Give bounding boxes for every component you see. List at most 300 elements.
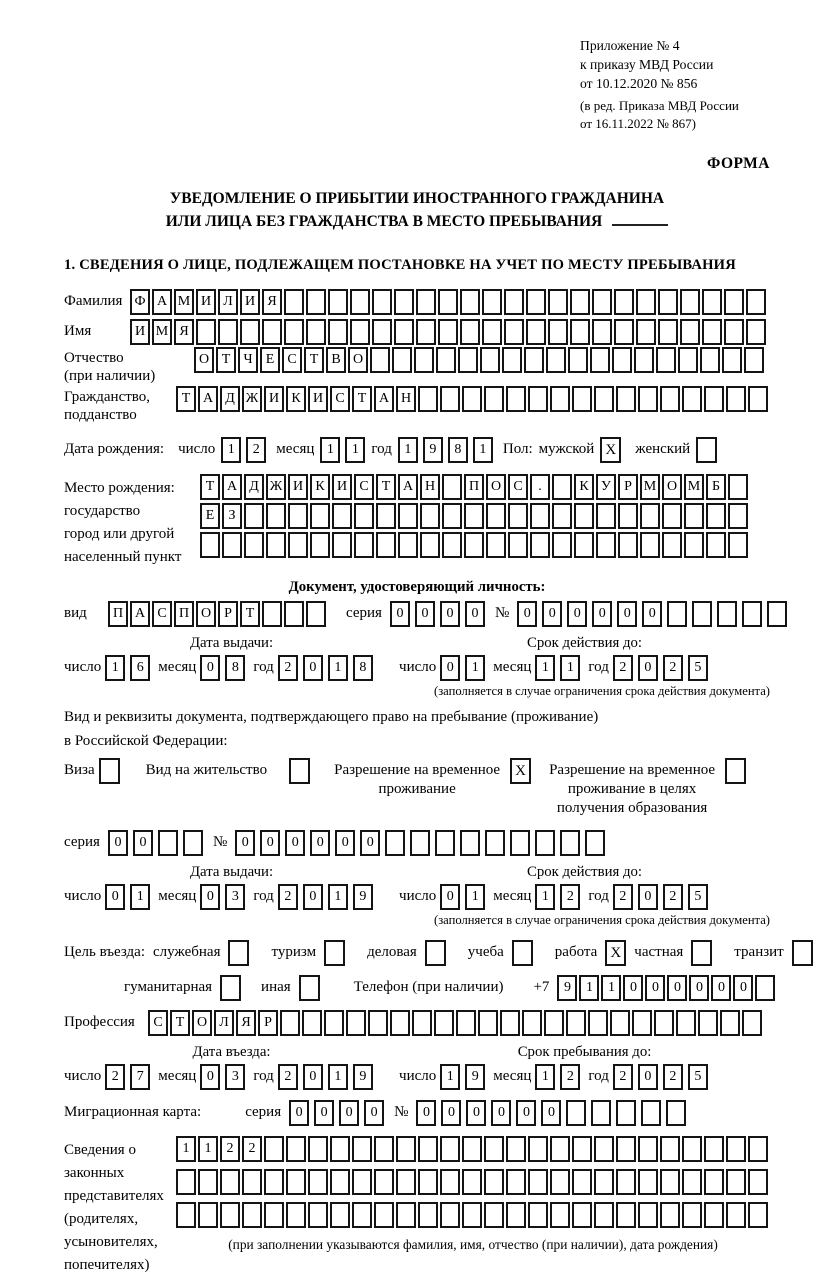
char-box: Н — [396, 386, 416, 412]
char-box: 9 — [423, 437, 443, 463]
char-box — [352, 1202, 372, 1228]
char-box — [616, 1100, 636, 1126]
name-row — [64, 319, 770, 345]
char-box — [306, 601, 326, 627]
sex-label: Пол: — [502, 441, 533, 457]
entry-year-boxes — [278, 1064, 373, 1090]
char-box — [458, 347, 478, 373]
char-box — [370, 347, 390, 373]
char-box: 0 — [733, 975, 753, 1001]
char-box: 1 — [440, 1064, 460, 1090]
char-box — [284, 289, 304, 315]
char-box — [724, 289, 744, 315]
char-box — [196, 319, 216, 345]
char-box — [702, 289, 722, 315]
char-box — [544, 1010, 564, 1036]
char-box — [242, 1169, 262, 1195]
char-box: К — [286, 386, 306, 412]
purpose-label: Цель въезда: — [64, 944, 145, 960]
year-label: год — [253, 659, 274, 675]
char-box — [310, 503, 330, 529]
char-box — [398, 503, 418, 529]
char-box: Д — [220, 386, 240, 412]
char-box — [504, 319, 524, 345]
name-label: Имя — [64, 323, 92, 339]
char-box — [698, 1010, 718, 1036]
residence-doc-intro-2: в Российской Федерации: — [64, 733, 228, 749]
char-box: А — [222, 474, 242, 500]
valid-day-boxes — [440, 655, 485, 681]
entry-day-boxes — [105, 1064, 150, 1090]
char-box — [755, 975, 775, 1001]
identity-doc-dates — [64, 635, 770, 681]
char-box — [724, 319, 744, 345]
char-box — [414, 347, 434, 373]
series-label: серия — [346, 605, 382, 621]
page-title — [64, 187, 770, 233]
char-box — [566, 1100, 586, 1126]
char-box — [592, 319, 612, 345]
residence-doc-dates — [64, 864, 770, 910]
char-box: Т — [200, 474, 220, 500]
char-box — [418, 1202, 438, 1228]
month-label: месяц — [158, 888, 197, 904]
char-box — [660, 1202, 680, 1228]
char-box — [702, 319, 722, 345]
valid-date-col — [399, 864, 770, 910]
char-box: Ж — [242, 386, 262, 412]
char-box — [548, 289, 568, 315]
doc-series-boxes — [390, 601, 485, 627]
issue-date-fields — [64, 884, 399, 910]
char-box — [264, 1169, 284, 1195]
char-box — [726, 1169, 746, 1195]
representatives-row — [64, 1136, 770, 1277]
char-box — [610, 1010, 630, 1036]
char-box: И — [130, 319, 150, 345]
citizenship-label: Гражданство, подданство — [64, 389, 151, 423]
number-label: № — [212, 834, 228, 850]
year-label: год — [371, 441, 392, 457]
char-box: 2 — [613, 884, 633, 910]
char-box — [528, 1136, 548, 1162]
char-box — [508, 503, 528, 529]
char-box: П — [174, 601, 194, 627]
char-box — [660, 386, 680, 412]
char-box: 2 — [560, 1064, 580, 1090]
char-box — [717, 601, 737, 627]
issue-day-boxes — [105, 884, 150, 910]
section1-heading: 1. СВЕДЕНИЯ О ЛИЦЕ, ПОДЛЕЖАЩЕМ ПОСТАНОВКЕ НА УЧЕТ ПО МЕСТУ ПРЕБЫВАНИЯ — [64, 257, 736, 273]
char-box — [440, 1169, 460, 1195]
char-box — [568, 347, 588, 373]
char-box — [240, 319, 260, 345]
char-box: Л — [218, 289, 238, 315]
char-box: 1 — [601, 975, 621, 1001]
visit-purpose-row — [64, 940, 784, 966]
issue-date-col — [64, 635, 399, 681]
char-box: 2 — [220, 1136, 240, 1162]
char-box — [332, 532, 352, 558]
sex-female-label: женский — [635, 441, 691, 457]
char-box — [662, 503, 682, 529]
surname-row — [64, 289, 770, 315]
char-box — [286, 1202, 306, 1228]
char-box: 0 — [390, 601, 410, 627]
char-box — [482, 289, 502, 315]
char-box: 0 — [645, 975, 665, 1001]
char-box — [746, 319, 766, 345]
char-box: И — [196, 289, 216, 315]
char-box — [684, 532, 704, 558]
char-box — [748, 1136, 768, 1162]
char-box — [244, 503, 264, 529]
char-box: 1 — [221, 437, 241, 463]
char-box: Р — [618, 474, 638, 500]
day-label: число — [399, 888, 437, 904]
visa-checkbox — [99, 758, 120, 784]
representatives-row3 — [176, 1202, 770, 1228]
char-box — [460, 289, 480, 315]
char-box — [508, 532, 528, 558]
char-box — [748, 1169, 768, 1195]
doc-number-boxes — [517, 601, 787, 627]
purpose-transit-label: транзит — [734, 944, 784, 960]
temp-residence-edu-checkbox — [725, 758, 746, 784]
char-box — [396, 1169, 416, 1195]
char-box: 0 — [285, 830, 305, 856]
char-box: 0 — [638, 884, 658, 910]
char-box — [592, 289, 612, 315]
char-box: С — [330, 386, 350, 412]
char-box: 0 — [592, 601, 612, 627]
char-box — [550, 1169, 570, 1195]
char-box: 2 — [613, 1064, 633, 1090]
char-box: 0 — [303, 1064, 323, 1090]
char-box — [418, 386, 438, 412]
char-box — [616, 1169, 636, 1195]
char-box — [435, 830, 455, 856]
migration-card-row — [64, 1100, 770, 1126]
char-box: Ж — [266, 474, 286, 500]
char-box: С — [152, 601, 172, 627]
char-box — [392, 347, 412, 373]
char-box — [486, 532, 506, 558]
char-box — [198, 1169, 218, 1195]
year-label: год — [588, 888, 609, 904]
residence-permit-options — [64, 758, 770, 818]
validity-note: (заполняется в случае ограничения срока действия документа) — [434, 913, 770, 927]
stay-month-boxes — [535, 1064, 580, 1090]
char-box: М — [152, 319, 172, 345]
forma-label: ФОРМА — [706, 155, 770, 172]
valid-date-heading: Срок действия до: — [526, 864, 643, 880]
char-box: О — [662, 474, 682, 500]
char-box — [462, 1202, 482, 1228]
char-box: А — [130, 601, 150, 627]
year-label: год — [253, 1068, 274, 1084]
entry-date-heading: Дата въезда: — [192, 1044, 271, 1060]
char-box — [176, 1169, 196, 1195]
char-box: 0 — [335, 830, 355, 856]
char-box: 0 — [200, 1064, 220, 1090]
char-box: 0 — [441, 1100, 461, 1126]
char-box: 0 — [516, 1100, 536, 1126]
char-box — [460, 830, 480, 856]
char-box — [585, 830, 605, 856]
char-box — [262, 601, 282, 627]
char-box — [742, 1010, 762, 1036]
annex-edit-note: от 16.11.2022 № 867) — [580, 116, 697, 131]
char-box — [436, 347, 456, 373]
title-line-1: УВЕДОМЛЕНИЕ О ПРИБЫТИИ ИНОСТРАННОГО ГРАЖДАНИНА — [169, 190, 665, 207]
char-box: 9 — [465, 1064, 485, 1090]
char-box — [530, 503, 550, 529]
char-box: Ф — [130, 289, 150, 315]
char-box — [484, 386, 504, 412]
char-box: О — [486, 474, 506, 500]
char-box — [614, 289, 634, 315]
char-box: 0 — [567, 601, 587, 627]
char-box — [591, 1100, 611, 1126]
char-box — [748, 386, 768, 412]
char-box — [418, 1169, 438, 1195]
purpose-work-checkbox: X — [605, 940, 626, 966]
number-label: № — [394, 1104, 409, 1120]
char-box — [524, 347, 544, 373]
doc-type-label: вид — [64, 605, 87, 621]
char-box — [767, 601, 787, 627]
char-box — [506, 1202, 526, 1228]
char-box: Б — [706, 474, 726, 500]
birth-date-label: Дата рождения: — [64, 441, 165, 457]
char-box — [502, 347, 522, 373]
char-box: 1 — [345, 437, 365, 463]
char-box — [416, 289, 436, 315]
char-box: 0 — [235, 830, 255, 856]
char-box — [726, 386, 746, 412]
char-box: И — [288, 474, 308, 500]
char-box: 1 — [473, 437, 493, 463]
char-box: Т — [176, 386, 196, 412]
char-box: 1 — [328, 884, 348, 910]
char-box — [288, 532, 308, 558]
char-box — [720, 1010, 740, 1036]
purpose-official-checkbox — [228, 940, 249, 966]
char-box — [350, 289, 370, 315]
visit-purpose-row-2 — [64, 975, 770, 1001]
char-box — [632, 1010, 652, 1036]
char-box — [264, 1136, 284, 1162]
char-box: О — [196, 601, 216, 627]
char-box — [552, 474, 572, 500]
char-box: 2 — [663, 1064, 683, 1090]
char-box: Р — [258, 1010, 278, 1036]
char-box — [660, 1136, 680, 1162]
char-box — [372, 319, 392, 345]
profession-label: Профессия — [64, 1014, 135, 1030]
day-label: число — [399, 1068, 437, 1084]
char-box — [158, 830, 178, 856]
char-box — [462, 386, 482, 412]
char-box — [744, 347, 764, 373]
char-box: А — [152, 289, 172, 315]
char-box: А — [374, 386, 394, 412]
char-box — [636, 289, 656, 315]
sex-female-checkbox — [696, 437, 717, 463]
char-box — [692, 601, 712, 627]
char-box — [504, 289, 524, 315]
stay-until-fields — [399, 1064, 770, 1090]
char-box — [528, 1202, 548, 1228]
char-box — [456, 1010, 476, 1036]
char-box — [638, 386, 658, 412]
char-box — [438, 319, 458, 345]
char-box — [506, 1136, 526, 1162]
char-box: И — [264, 386, 284, 412]
residence-permit-label: Вид на жительство — [145, 762, 268, 778]
issue-day-boxes — [105, 655, 150, 681]
name-boxes — [130, 319, 768, 345]
char-box — [510, 830, 530, 856]
char-box: М — [174, 289, 194, 315]
char-box: 3 — [225, 884, 245, 910]
char-box — [222, 532, 242, 558]
char-box — [412, 1010, 432, 1036]
char-box: 0 — [260, 830, 280, 856]
char-box: С — [508, 474, 528, 500]
purpose-official-label: служебная — [152, 944, 221, 960]
identity-doc-row — [64, 601, 770, 627]
char-box — [484, 1136, 504, 1162]
char-box: 1 — [130, 884, 150, 910]
birth-month-boxes — [320, 437, 365, 463]
series-label: серия — [245, 1104, 282, 1120]
char-box — [638, 1202, 658, 1228]
char-box: 0 — [542, 601, 562, 627]
representatives-row1 — [176, 1136, 770, 1162]
char-box — [676, 1010, 696, 1036]
char-box: 0 — [667, 975, 687, 1001]
valid-month-boxes — [535, 884, 580, 910]
char-box: Т — [240, 601, 260, 627]
profession-row — [64, 1010, 770, 1036]
sex-male-checkbox: X — [600, 437, 621, 463]
char-box — [726, 1136, 746, 1162]
char-box — [566, 1010, 586, 1036]
char-box: А — [198, 386, 218, 412]
char-box: 1 — [176, 1136, 196, 1162]
char-box — [680, 289, 700, 315]
issue-date-heading: Дата выдачи: — [189, 635, 274, 651]
char-box: 1 — [320, 437, 340, 463]
char-box: 0 — [415, 601, 435, 627]
purpose-other-label: иная — [261, 979, 291, 995]
char-box — [416, 319, 436, 345]
char-box — [376, 532, 396, 558]
purpose-other-checkbox — [299, 975, 320, 1001]
birth-place-row — [64, 474, 770, 569]
char-box — [328, 289, 348, 315]
representatives-row2 — [176, 1169, 770, 1195]
char-box — [308, 1202, 328, 1228]
birth-place-row1 — [200, 474, 750, 500]
purpose-business-label: деловая — [367, 944, 417, 960]
char-box — [596, 532, 616, 558]
char-box — [552, 503, 572, 529]
char-box — [704, 1169, 724, 1195]
char-box: Д — [244, 474, 264, 500]
char-box — [418, 1136, 438, 1162]
char-box: С — [282, 347, 302, 373]
valid-year-boxes — [613, 655, 708, 681]
phone-boxes — [557, 975, 777, 1001]
char-box — [682, 1136, 702, 1162]
char-box: 0 — [638, 655, 658, 681]
char-box: 0 — [617, 601, 637, 627]
issue-month-boxes — [200, 884, 245, 910]
day-label: число — [399, 659, 437, 675]
char-box — [616, 1136, 636, 1162]
char-box — [574, 532, 594, 558]
char-box: 0 — [133, 830, 153, 856]
patronymic-boxes — [194, 347, 766, 373]
patronymic-label: Отчество (при наличии) — [64, 350, 156, 384]
valid-date-fields — [399, 655, 770, 681]
char-box: Ч — [238, 347, 258, 373]
purpose-tourism-label: туризм — [271, 944, 317, 960]
char-box — [706, 503, 726, 529]
valid-date-fields — [399, 884, 770, 910]
char-box — [396, 1136, 416, 1162]
char-box — [330, 1202, 350, 1228]
char-box — [286, 1136, 306, 1162]
char-box — [200, 532, 220, 558]
char-box — [726, 1202, 746, 1228]
char-box — [385, 830, 405, 856]
char-box: 9 — [353, 884, 373, 910]
char-box — [570, 319, 590, 345]
char-box — [550, 1136, 570, 1162]
char-box — [506, 386, 526, 412]
char-box: 0 — [440, 884, 460, 910]
purpose-tourism-checkbox — [324, 940, 345, 966]
char-box: О — [192, 1010, 212, 1036]
char-box — [594, 1169, 614, 1195]
char-box — [346, 1010, 366, 1036]
char-box: 0 — [303, 884, 323, 910]
char-box: 0 — [289, 1100, 309, 1126]
valid-date-heading: Срок действия до: — [526, 635, 643, 651]
char-box — [614, 319, 634, 345]
char-box — [682, 1169, 702, 1195]
stay-until-heading: Срок пребывания до: — [517, 1044, 652, 1060]
char-box: 0 — [465, 601, 485, 627]
entry-date-fields — [64, 1064, 399, 1090]
char-box — [678, 347, 698, 373]
char-box — [618, 503, 638, 529]
identity-doc-heading: Документ, удостоверяющий личность: — [288, 579, 546, 595]
char-box — [560, 830, 580, 856]
char-box — [636, 319, 656, 345]
valid-month-boxes — [535, 655, 580, 681]
char-box: 2 — [663, 655, 683, 681]
char-box — [526, 319, 546, 345]
char-box — [440, 1202, 460, 1228]
profession-boxes — [148, 1010, 764, 1036]
char-box — [183, 830, 203, 856]
char-box — [594, 386, 614, 412]
